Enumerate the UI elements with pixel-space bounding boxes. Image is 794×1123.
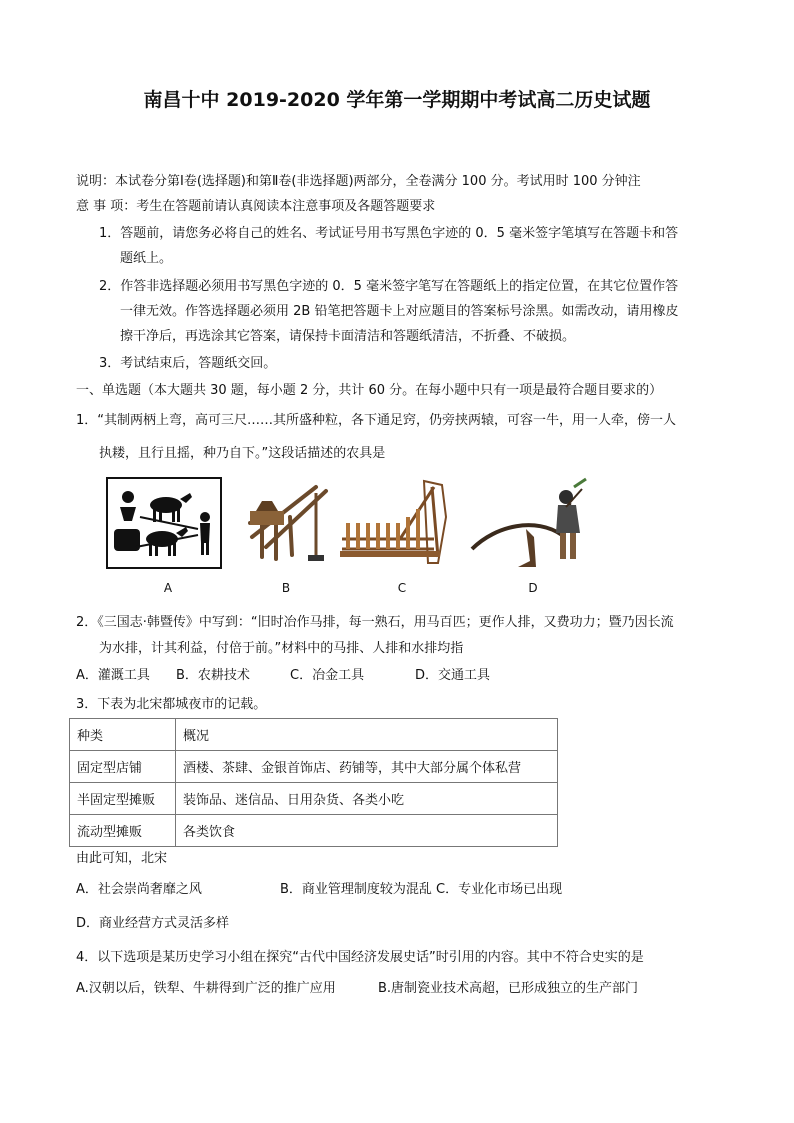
note-1: 1．答题前，请您务必将自己的姓名、考试证号用书写黑色字迹的 0．5 毫米签字笔填写在答题卡和答 bbox=[99, 226, 679, 241]
option-label-b: B bbox=[281, 581, 291, 595]
q2-stem-cont: 为水排，计其利益，付倍于前。”材料中的马排、人排和水排均指 bbox=[99, 641, 464, 656]
note-1-cont: 题纸上。 bbox=[120, 251, 173, 266]
q4-option-a: A.汉朝以后，铁犁、牛耕得到广泛的推广应用 bbox=[76, 981, 336, 996]
q2-stem: 2．《三国志·韩暨传》中写到：“旧时冶作马排，每一熟石，用马百匹；更作人排，又费功力；暨乃因长流 bbox=[76, 615, 674, 630]
page-title: 南昌十中 2019-2020 学年第一学期期中考试高二历史试题 bbox=[143, 89, 651, 111]
q3-option-bc: B．商业管理制度较为混乱 C．专业化市场已出现 bbox=[280, 882, 563, 897]
note-2: 2．作答非选择题必须用书写黑色字迹的 0．5 毫米签字笔写在答题纸上的指定位置，在其它位置作答 bbox=[99, 279, 679, 294]
table-cell: 流动型摊贩 bbox=[70, 815, 176, 847]
option-label-a: A bbox=[163, 581, 173, 595]
note-3: 3．考试结束后，答题纸交回。 bbox=[99, 356, 277, 371]
q2-option-d: D．交通工具 bbox=[415, 668, 491, 683]
q2-option-c: C．冶金工具 bbox=[290, 668, 365, 683]
table-cell: 概况 bbox=[176, 719, 558, 751]
table-row bbox=[70, 783, 558, 815]
night-market-table bbox=[69, 718, 558, 847]
image-curved-plough bbox=[466, 477, 590, 569]
table-cell: 装饰品、迷信品、日用杂货、各类小吃 bbox=[176, 783, 558, 815]
note-2-cont: 一律无效。作答选择题必须用 2B 铅笔把答题卡上对应题目的答案标号涂黑。如需改动，请用橡皮 bbox=[120, 304, 679, 319]
table-cell: 半固定型摊贩 bbox=[70, 783, 176, 815]
section-heading: 一、单选题（本大题共 30 题，每小题 2 分，共计 60 分。在每小题中只有一项是最符合题目要求的） bbox=[76, 383, 663, 398]
q3-option-d: D．商业经营方式灵活多样 bbox=[76, 916, 230, 931]
table-cell: 固定型店铺 bbox=[70, 751, 176, 783]
table-row bbox=[70, 751, 558, 783]
q3-option-a: A．社会崇尚奢靡之风 bbox=[76, 882, 202, 897]
q2-option-b: B．农耕技术 bbox=[176, 668, 250, 683]
instructions-line1: 说明：本试卷分第Ⅰ卷(选择题)和第Ⅱ卷(非选择题)两部分，全卷满分 100 分。考试用时 100 分钟注 bbox=[76, 174, 641, 189]
image-ox-plowing bbox=[106, 477, 222, 569]
q1-stem: 1．“其制两柄上弯，高可三尺……其所盛种粒，各下通足窍，仍旁挟两辕，可容一牛，用一人牵，傍一人 bbox=[76, 413, 677, 428]
table-row bbox=[70, 815, 558, 847]
table-row bbox=[70, 719, 558, 751]
note-2-cont2: 擦干净后，再选涂其它答案，请保持卡面清洁和答题纸清洁，不折叠、不破损。 bbox=[120, 329, 576, 344]
option-label-c: C bbox=[397, 581, 407, 595]
instructions-line2: 意 事 项：考生在答题前请认真阅读本注意事项及各题答题要求 bbox=[76, 199, 436, 214]
q4-stem: 4．以下选项是某历史学习小组在探究“古代中国经济发展史话”时引用的内容。其中不符合史实的是 bbox=[76, 950, 644, 965]
image-chain-pump bbox=[338, 477, 450, 569]
q3-after-table: 由此可知，北宋 bbox=[76, 851, 168, 866]
table-cell: 种类 bbox=[70, 719, 176, 751]
q1-stem-cont: 执耧，且行且摇，种乃自下。”这段话描述的农具是 bbox=[99, 446, 386, 461]
q2-option-a: A．灌溉工具 bbox=[76, 668, 150, 683]
table-cell: 酒楼、茶肆、金银首饰店、药铺等，其中大部分属个体私营 bbox=[176, 751, 558, 783]
image-seed-drill bbox=[232, 477, 330, 569]
q4-option-b: B.唐制瓷业技术高超，已形成独立的生产部门 bbox=[378, 981, 639, 996]
option-label-d: D bbox=[528, 581, 538, 595]
table-cell: 各类饮食 bbox=[176, 815, 558, 847]
q3-stem: 3．下表为北宋都城夜市的记载。 bbox=[76, 697, 267, 712]
